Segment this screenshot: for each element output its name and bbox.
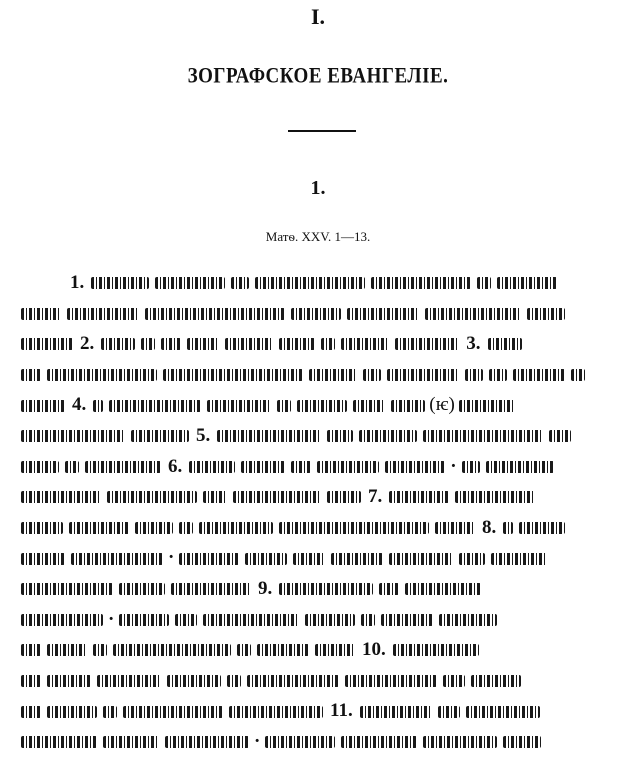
glagolitic-word bbox=[389, 491, 449, 503]
glagolitic-word bbox=[93, 644, 107, 656]
glagolitic-word bbox=[179, 522, 193, 534]
glagolitic-word bbox=[321, 338, 335, 350]
glagolitic-word bbox=[47, 644, 87, 656]
glagolitic-word bbox=[119, 583, 165, 595]
glagolitic-word bbox=[462, 461, 480, 473]
glagolitic-word bbox=[199, 522, 273, 534]
glagolitic-word bbox=[497, 277, 557, 289]
glagolitic-word bbox=[331, 553, 383, 565]
glagolitic-word bbox=[97, 675, 161, 687]
glagolitic-word bbox=[438, 706, 460, 718]
glagolitic-word bbox=[279, 522, 429, 534]
glagolitic-word bbox=[93, 400, 103, 412]
glagolitic-word bbox=[47, 706, 97, 718]
glagolitic-word bbox=[119, 614, 169, 626]
glagolitic-word bbox=[107, 491, 197, 503]
glagolitic-word bbox=[135, 522, 173, 534]
glagolitic-word bbox=[489, 369, 507, 381]
verse-number: 4. bbox=[72, 394, 87, 416]
glagolitic-word bbox=[291, 461, 311, 473]
glagolitic-word bbox=[103, 736, 159, 748]
glagolitic-word bbox=[291, 308, 341, 320]
glagolitic-word bbox=[459, 553, 485, 565]
glagolitic-word bbox=[491, 553, 547, 565]
glagolitic-word bbox=[203, 491, 227, 503]
glagolitic-word bbox=[277, 400, 291, 412]
glagolitic-word bbox=[21, 430, 125, 442]
glagolitic-word bbox=[360, 706, 432, 718]
middle-dot: · bbox=[450, 455, 457, 477]
glagolitic-word bbox=[71, 553, 163, 565]
glagolitic-word bbox=[265, 736, 335, 748]
verse-number: 6. bbox=[168, 455, 183, 477]
verse-number: 5. bbox=[196, 424, 211, 446]
verse-number: 10. bbox=[362, 639, 386, 661]
glagolitic-word bbox=[171, 583, 251, 595]
glagolitic-word bbox=[347, 308, 419, 320]
glagolitic-word bbox=[305, 614, 355, 626]
glagolitic-word bbox=[21, 553, 65, 565]
glagolitic-word bbox=[405, 583, 481, 595]
glagolitic-word bbox=[21, 308, 61, 320]
verse-number: 11. bbox=[330, 700, 353, 722]
glagolitic-word bbox=[21, 675, 41, 687]
glagolitic-word bbox=[327, 491, 361, 503]
glagolitic-word bbox=[203, 614, 299, 626]
glagolitic-word bbox=[145, 308, 285, 320]
glagolitic-word bbox=[425, 308, 521, 320]
glagolitic-word bbox=[465, 369, 483, 381]
glagolitic-word bbox=[85, 461, 161, 473]
middle-dot: · bbox=[168, 547, 175, 569]
glagolitic-word bbox=[423, 736, 497, 748]
glagolitic-word bbox=[141, 338, 155, 350]
glagolitic-word bbox=[165, 736, 249, 748]
glagolitic-word bbox=[423, 430, 543, 442]
glagolitic-word bbox=[123, 706, 223, 718]
glagolitic-word bbox=[21, 614, 103, 626]
document-title: ЗОГРАФСКОЕ ЕВАНГЕЛІЕ. bbox=[187, 64, 449, 89]
glagolitic-word bbox=[341, 338, 389, 350]
glagolitic-word bbox=[297, 400, 347, 412]
glagolitic-word bbox=[247, 675, 339, 687]
glagolitic-word bbox=[519, 522, 565, 534]
glagolitic-word bbox=[488, 338, 522, 350]
glagolitic-word bbox=[279, 583, 373, 595]
glagolitic-word bbox=[47, 675, 91, 687]
scripture-reference: Матѳ. XXV. 1—13. bbox=[265, 229, 371, 244]
glagolitic-word bbox=[109, 400, 201, 412]
glagolitic-word bbox=[103, 706, 117, 718]
verse-number: 9. bbox=[258, 577, 273, 599]
glagolitic-word bbox=[443, 675, 465, 687]
glagolitic-word bbox=[21, 706, 41, 718]
glagolitic-word bbox=[439, 614, 497, 626]
glagolitic-word bbox=[245, 553, 287, 565]
verse-number: 7. bbox=[368, 486, 383, 508]
glagolitic-word bbox=[241, 461, 285, 473]
glagolitic-word bbox=[101, 338, 135, 350]
glagolitic-word bbox=[113, 644, 231, 656]
glagolitic-word bbox=[345, 675, 437, 687]
glagolitic-word bbox=[393, 644, 479, 656]
glagolitic-word bbox=[527, 308, 565, 320]
glagolitic-word bbox=[189, 461, 235, 473]
glagolitic-word bbox=[477, 277, 491, 289]
glagolitic-word bbox=[361, 614, 375, 626]
glagolitic-word bbox=[21, 644, 41, 656]
text-line bbox=[18, 574, 616, 605]
glagolitic-word bbox=[571, 369, 585, 381]
text-line bbox=[18, 390, 616, 421]
glagolitic-word bbox=[237, 644, 251, 656]
text-line bbox=[18, 299, 616, 330]
glagolitic-word bbox=[379, 583, 399, 595]
glagolitic-word bbox=[65, 461, 79, 473]
glagolitic-word bbox=[231, 277, 249, 289]
middle-dot: · bbox=[254, 730, 261, 752]
glagolitic-word bbox=[293, 553, 325, 565]
glagolitic-word bbox=[225, 338, 273, 350]
glagolitic-word bbox=[455, 491, 535, 503]
text-line bbox=[18, 482, 616, 513]
glagolitic-word bbox=[279, 338, 315, 350]
text-line bbox=[18, 666, 616, 697]
subsection-number: 1. bbox=[310, 177, 326, 199]
glagolitic-word bbox=[371, 277, 471, 289]
glagolitic-word bbox=[255, 277, 365, 289]
text-line bbox=[18, 513, 616, 544]
glagolitic-word bbox=[229, 706, 323, 718]
verse-number: 8. bbox=[482, 516, 497, 538]
glagolitic-word bbox=[207, 400, 271, 412]
glagolitic-word bbox=[69, 522, 129, 534]
glagolitic-word bbox=[359, 430, 417, 442]
glagolitic-word bbox=[471, 675, 521, 687]
glagolitic-word bbox=[21, 400, 65, 412]
text-line bbox=[18, 727, 616, 758]
glagolitic-word bbox=[163, 369, 303, 381]
glagolitic-word bbox=[21, 522, 63, 534]
text-line bbox=[18, 329, 616, 360]
verse-number: 1. bbox=[70, 272, 85, 293]
glagolitic-word bbox=[387, 369, 459, 381]
glagolitic-word bbox=[21, 338, 73, 350]
glagolitic-text-block bbox=[18, 268, 616, 758]
glagolitic-word bbox=[391, 400, 425, 412]
text-line bbox=[18, 635, 616, 666]
glagolitic-word bbox=[21, 736, 97, 748]
glagolitic-word bbox=[21, 583, 113, 595]
glagolitic-word bbox=[327, 430, 353, 442]
glagolitic-word bbox=[363, 369, 381, 381]
glagolitic-word bbox=[309, 369, 357, 381]
text-line bbox=[18, 605, 616, 636]
glagolitic-word bbox=[21, 461, 59, 473]
glagolitic-word bbox=[315, 644, 355, 656]
glagolitic-word bbox=[317, 461, 379, 473]
glagolitic-word bbox=[167, 675, 221, 687]
glagolitic-word bbox=[47, 369, 157, 381]
glagolitic-word bbox=[21, 369, 41, 381]
glagolitic-word bbox=[341, 736, 417, 748]
verse-number: 3. bbox=[466, 333, 481, 355]
glagolitic-word bbox=[175, 614, 197, 626]
glagolitic-word bbox=[161, 338, 181, 350]
glagolitic-word bbox=[233, 491, 321, 503]
glagolitic-word bbox=[435, 522, 475, 534]
text-line bbox=[18, 268, 616, 299]
section-number: I. bbox=[310, 4, 326, 29]
glagolitic-word bbox=[503, 522, 513, 534]
glagolitic-word bbox=[217, 430, 321, 442]
glagolitic-word bbox=[385, 461, 445, 473]
glagolitic-word bbox=[91, 277, 149, 289]
text-line bbox=[18, 452, 616, 483]
glagolitic-word bbox=[513, 369, 565, 381]
text-line bbox=[18, 696, 616, 727]
glagolitic-word bbox=[381, 614, 433, 626]
glagolitic-word bbox=[257, 644, 309, 656]
glagolitic-word bbox=[503, 736, 541, 748]
glagolitic-word bbox=[459, 400, 515, 412]
title-divider bbox=[288, 130, 356, 132]
glagolitic-word bbox=[155, 277, 225, 289]
text-line bbox=[18, 543, 616, 574]
glagolitic-word bbox=[395, 338, 459, 350]
parenthetical-glyph: (ѥ) bbox=[429, 394, 455, 416]
glagolitic-word bbox=[21, 491, 101, 503]
glagolitic-word bbox=[227, 675, 241, 687]
glagolitic-word bbox=[131, 430, 189, 442]
glagolitic-word bbox=[179, 553, 239, 565]
text-line bbox=[18, 421, 616, 452]
glagolitic-word bbox=[389, 553, 453, 565]
glagolitic-word bbox=[353, 400, 385, 412]
glagolitic-word bbox=[466, 706, 540, 718]
glagolitic-word bbox=[187, 338, 219, 350]
glagolitic-word bbox=[486, 461, 554, 473]
glagolitic-word bbox=[67, 308, 139, 320]
middle-dot: · bbox=[108, 608, 115, 630]
verse-number: 2. bbox=[80, 333, 95, 355]
glagolitic-word bbox=[549, 430, 571, 442]
text-line bbox=[18, 360, 616, 391]
